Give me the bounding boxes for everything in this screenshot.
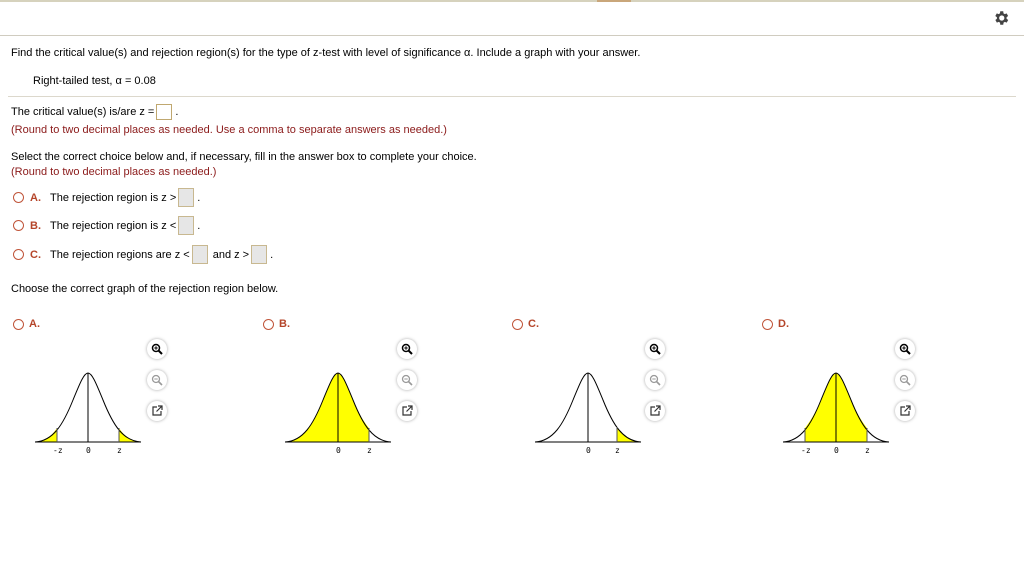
radio-graph-d[interactable] [762, 319, 773, 330]
svg-text:z: z [117, 446, 122, 455]
period: . [197, 219, 201, 232]
graph-option-d[interactable] [762, 318, 798, 330]
top-border [0, 0, 1024, 2]
graph-option-c[interactable] [512, 318, 548, 330]
period: . [175, 106, 179, 118]
open-external-icon[interactable] [397, 401, 417, 421]
svg-text:0: 0 [834, 446, 839, 455]
choice-letter: B. [30, 219, 41, 232]
choice-letter: C. [30, 248, 41, 261]
zoom-in-icon[interactable] [397, 339, 417, 359]
choice-b-input[interactable] [178, 216, 194, 235]
graph-c [535, 365, 645, 455]
choice-letter: A. [29, 318, 40, 330]
svg-text:-z: -z [53, 446, 63, 455]
choice-text: The rejection region is z < [50, 219, 177, 232]
graph-option-b[interactable] [263, 318, 299, 330]
choice-text-middle: and z > [212, 248, 250, 261]
critical-hint: (Round to two decimal places as needed. Use a comma to separate answers as needed.) [11, 124, 447, 136]
radio-a[interactable] [13, 192, 24, 203]
gear-icon[interactable] [992, 9, 1010, 27]
rejection-hint: (Round to two decimal places as needed.) [11, 166, 217, 178]
zoom-in-icon[interactable] [895, 339, 915, 359]
svg-text:-z: -z [801, 446, 811, 455]
choice-a[interactable] [13, 188, 200, 207]
period: . [270, 248, 274, 261]
radio-c[interactable] [13, 249, 24, 260]
graph-b [285, 365, 395, 455]
rejection-instruction: Select the correct choice below and, if necessary, fill in the answer box to complete your choice. [11, 151, 477, 163]
radio-graph-a[interactable] [13, 319, 24, 330]
choice-letter: A. [30, 191, 41, 204]
open-external-icon[interactable] [895, 401, 915, 421]
critical-value-input[interactable] [156, 104, 172, 120]
svg-text:0: 0 [86, 446, 91, 455]
graph-d [783, 365, 893, 455]
choice-c[interactable] [13, 245, 273, 264]
question-given: Right-tailed test, α = 0.08 [33, 75, 156, 87]
header-divider [0, 35, 1024, 36]
period: . [197, 191, 201, 204]
choice-letter: C. [528, 318, 539, 330]
top-border-accent [597, 0, 631, 2]
radio-b[interactable] [13, 220, 24, 231]
choice-text: The rejection region is z > [50, 191, 177, 204]
critical-value-line [11, 104, 178, 120]
radio-graph-b[interactable] [263, 319, 274, 330]
svg-text:z: z [865, 446, 870, 455]
open-external-icon[interactable] [147, 401, 167, 421]
zoom-out-icon[interactable] [147, 370, 167, 390]
graph-instruction: Choose the correct graph of the rejection region below. [11, 283, 279, 295]
svg-text:0: 0 [586, 446, 591, 455]
svg-text:0: 0 [336, 446, 341, 455]
choice-b[interactable] [13, 216, 200, 235]
question-divider [8, 96, 1016, 97]
zoom-out-icon[interactable] [645, 370, 665, 390]
open-external-icon[interactable] [645, 401, 665, 421]
svg-text:z: z [367, 446, 372, 455]
zoom-in-icon[interactable] [645, 339, 665, 359]
zoom-in-icon[interactable] [147, 339, 167, 359]
graph-option-a[interactable] [13, 318, 49, 330]
choice-text: The rejection regions are z < [50, 248, 190, 261]
choice-c-input-lower[interactable] [192, 245, 208, 264]
question-title: Find the critical value(s) and rejection region(s) for the type of z-test with level of significance α. Include a graph with your answer. [11, 47, 641, 59]
choice-letter: B. [279, 318, 290, 330]
critical-value-label: The critical value(s) is/are z = [11, 106, 155, 118]
svg-text:z: z [615, 446, 620, 455]
choice-c-input-upper[interactable] [251, 245, 267, 264]
choice-letter: D. [778, 318, 789, 330]
zoom-out-icon[interactable] [397, 370, 417, 390]
graph-a [35, 365, 145, 455]
radio-graph-c[interactable] [512, 319, 523, 330]
choice-a-input[interactable] [178, 188, 194, 207]
zoom-out-icon[interactable] [895, 370, 915, 390]
